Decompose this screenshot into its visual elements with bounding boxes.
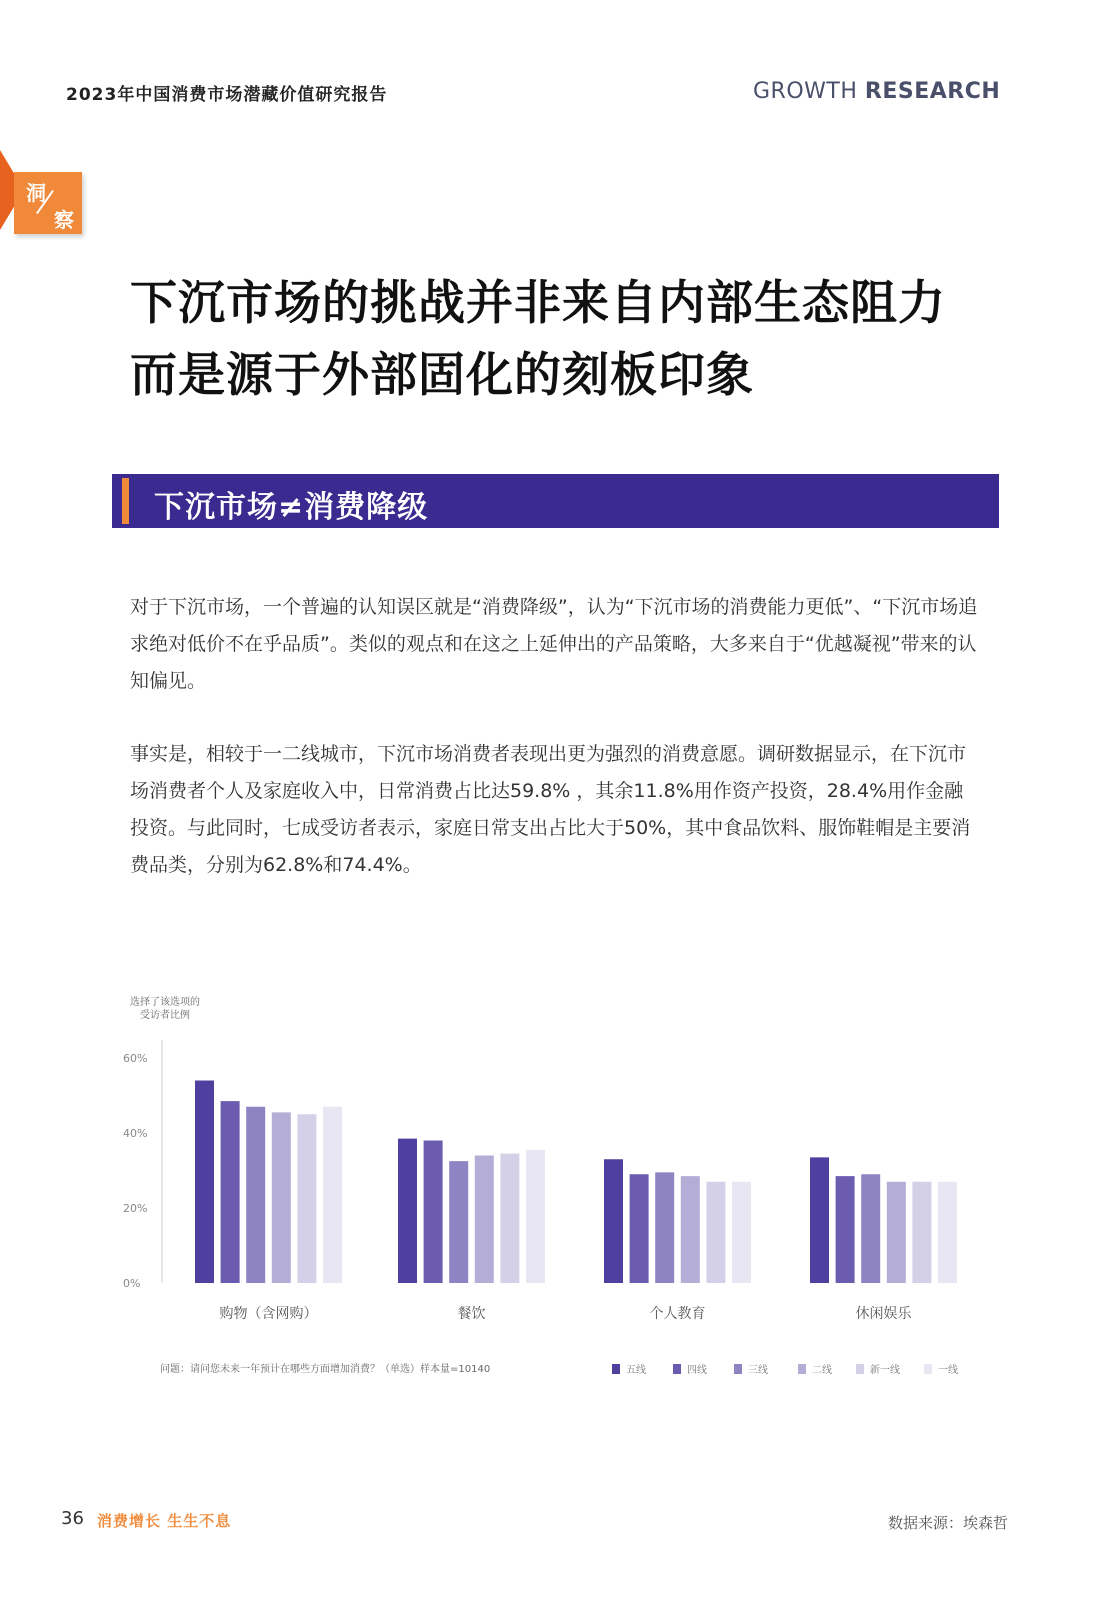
bar-4-1 [810, 1157, 829, 1283]
legend-label: 三线 [748, 1365, 768, 1376]
title-line-2: 而是源于外部固化的刻板印象 [130, 348, 754, 403]
legend-label: 五线 [626, 1365, 646, 1376]
bar-4-4 [887, 1182, 906, 1283]
legend-swatch [924, 1364, 932, 1374]
bar-4-6 [938, 1182, 957, 1283]
legend-label: 新一线 [870, 1365, 900, 1376]
data-source: 数据来源：埃森哲 [888, 1514, 1009, 1532]
bar-1-3 [246, 1107, 265, 1283]
body-paragraph-2: 事实是，相较于一二线城市，下沉市场消费者表现出更为强烈的消费意愿。调研数据显示，在下沉市场消费者个人及家庭收入中，日常消费占比达59.8% ，其余11.8%用作资产投资，28.4%用作金融投资。与此同时，七成受访者表示，家庭日常支出占比大于50%，其中食品饮料、服饰鞋帽是主要消费品类，分别为62.8%和74.4%。 [130, 743, 971, 876]
brand-part2: RESEARCH [864, 79, 1001, 104]
bar-1-1 [195, 1081, 214, 1284]
bar-1-5 [297, 1114, 316, 1283]
bar-4-5 [912, 1182, 931, 1283]
footer-slogan: 消费增长 生生不息 [97, 1512, 232, 1530]
bar-3-4 [681, 1176, 700, 1283]
legend-swatch [734, 1364, 742, 1374]
y-tick-label: 20% [123, 1202, 148, 1215]
y-tick-label: 60% [123, 1052, 148, 1065]
y-axis-label-line-1: 选择了该选项的 [130, 997, 200, 1008]
category-label: 个人教育 [649, 1306, 706, 1322]
bar-3-5 [706, 1182, 725, 1283]
chart-footnote: 问题：请问您未来一年预计在哪些方面增加消费？（单选）样本量=10140 [160, 1364, 491, 1375]
legend-swatch [612, 1364, 620, 1374]
title-line-1: 下沉市场的挑战并非来自内部生态阻力 [130, 276, 946, 331]
y-axis-label-line-2: 受访者比例 [140, 1010, 190, 1021]
category-label: 购物（含网购） [219, 1306, 318, 1322]
bar-2-4 [475, 1156, 494, 1284]
legend-label: 二线 [812, 1365, 832, 1376]
brand-part1: GROWTH [753, 79, 858, 104]
bar-2-5 [500, 1154, 519, 1283]
bar-4-2 [836, 1176, 855, 1283]
legend-label: 一线 [938, 1365, 958, 1376]
page-number: 36 [61, 1508, 84, 1529]
bar-2-3 [449, 1161, 468, 1283]
bar-1-2 [221, 1101, 240, 1283]
category-label: 休闲娱乐 [855, 1306, 912, 1322]
bar-3-2 [630, 1174, 649, 1283]
section-heading: 下沉市场≠消费降级 [154, 490, 429, 525]
bar-4-3 [861, 1174, 880, 1283]
bar-2-1 [398, 1139, 417, 1283]
legend-swatch [673, 1364, 681, 1374]
y-tick-label: 40% [123, 1127, 148, 1140]
bar-1-6 [323, 1107, 342, 1283]
legend-swatch [856, 1364, 864, 1374]
category-label: 餐饮 [457, 1306, 486, 1322]
bar-3-3 [655, 1172, 674, 1283]
report-title: 2023年中国消费市场潜藏价值研究报告 [66, 85, 388, 105]
bar-3-6 [732, 1182, 751, 1283]
bar-2-6 [526, 1150, 545, 1283]
bar-2-2 [424, 1141, 443, 1284]
badge-char-1: 洞 [26, 181, 46, 205]
y-tick-label: 0% [123, 1277, 141, 1290]
body-paragraph-1: 对于下沉市场，一个普遍的认知误区就是“消费降级”，认为“下沉市场的消费能力更低”、“下沉市场追求绝对低价不在乎品质”。类似的观点和在这之上延伸出的产品策略，大多来自于“优越凝视”带来的认知偏见。 [130, 596, 978, 692]
legend-swatch [798, 1364, 806, 1374]
badge-char-2: 察 [54, 208, 74, 232]
bar-1-4 [272, 1112, 291, 1283]
bar-3-1 [604, 1159, 623, 1283]
legend-label: 四线 [687, 1365, 707, 1376]
